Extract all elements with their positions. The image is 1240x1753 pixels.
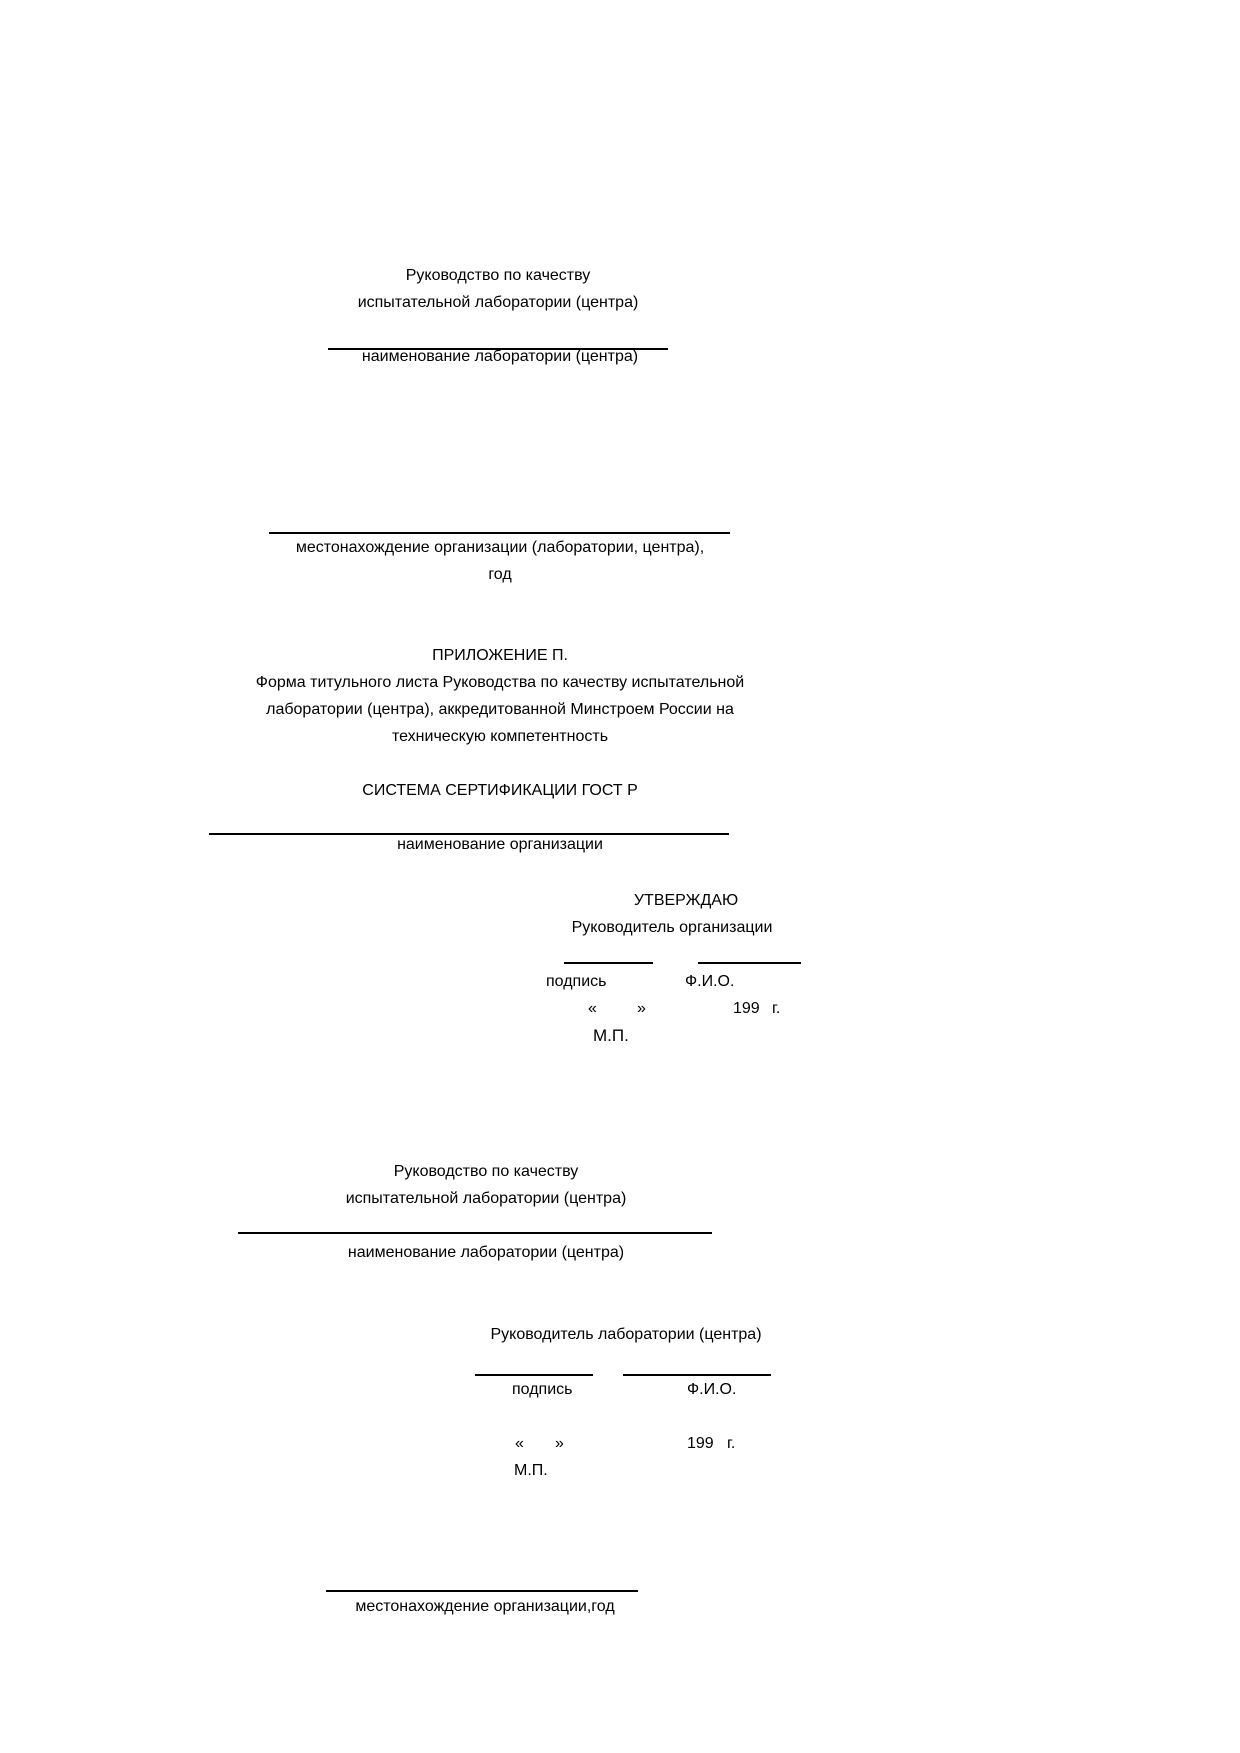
fio-underline-second <box>623 1374 771 1376</box>
year-suffix-second: г. <box>727 1435 736 1452</box>
location-caption: местонахождение организации (лаборатории, центра), <box>295 539 705 556</box>
org-head-title: Руководитель организации <box>571 919 773 936</box>
approve-heading: УТВЕРЖДАЮ <box>633 892 739 909</box>
appendix-description-line2: лаборатории (центра), аккредитованной Минстроем России на <box>266 701 734 718</box>
appendix-description-line3: техническую компетентность <box>391 728 609 745</box>
date-quote-open-second: « <box>515 1435 524 1452</box>
lab-name-caption: наименование лаборатории (центра) <box>361 348 639 365</box>
date-quote-close: » <box>637 1000 646 1017</box>
year-suffix: г. <box>772 1000 781 1017</box>
lab-name-underline-second <box>238 1232 712 1234</box>
stamp-place-second: М.П. <box>514 1462 548 1479</box>
location-year-caption: местонахождение организации,год <box>355 1598 615 1615</box>
quality-manual-title-line1: Руководство по качеству <box>405 267 591 284</box>
signature-caption: подпись <box>546 973 607 990</box>
signature-underline <box>564 962 653 964</box>
fio-caption: Ф.И.О. <box>685 973 735 990</box>
quality-manual-title-line2: испытательной лаборатории (центра) <box>357 294 639 311</box>
fio-underline <box>698 962 801 964</box>
quality-manual-title-line1-second: Руководство по качеству <box>393 1163 579 1180</box>
date-quote-close-second: » <box>555 1435 564 1452</box>
appendix-description-line1: Форма титульного листа Руководства по качеству испытательной <box>255 674 745 691</box>
certification-system-title: СИСТЕМА СЕРТИФИКАЦИИ ГОСТ Р <box>362 782 638 799</box>
year-prefix-second: 199 <box>687 1435 714 1452</box>
location-underline <box>269 532 730 534</box>
location-year-underline <box>326 1590 638 1592</box>
date-quote-open: « <box>588 1000 597 1017</box>
quality-manual-title-line2-second: испытательной лаборатории (центра) <box>345 1190 627 1207</box>
org-name-caption: наименование организации <box>397 836 603 853</box>
fio-caption-second: Ф.И.О. <box>687 1381 737 1398</box>
stamp-place: М.П. <box>593 1026 629 1045</box>
signature-underline-second <box>475 1374 593 1376</box>
signature-caption-second: подпись <box>512 1381 573 1398</box>
appendix-heading: ПРИЛОЖЕНИЕ П. <box>432 647 568 664</box>
year-prefix: 199 <box>733 1000 760 1017</box>
year-caption: год <box>488 566 512 583</box>
lab-head-title: Руководитель лаборатории (центра) <box>490 1326 762 1343</box>
lab-name-caption-second: наименование лаборатории (центра) <box>347 1244 625 1261</box>
